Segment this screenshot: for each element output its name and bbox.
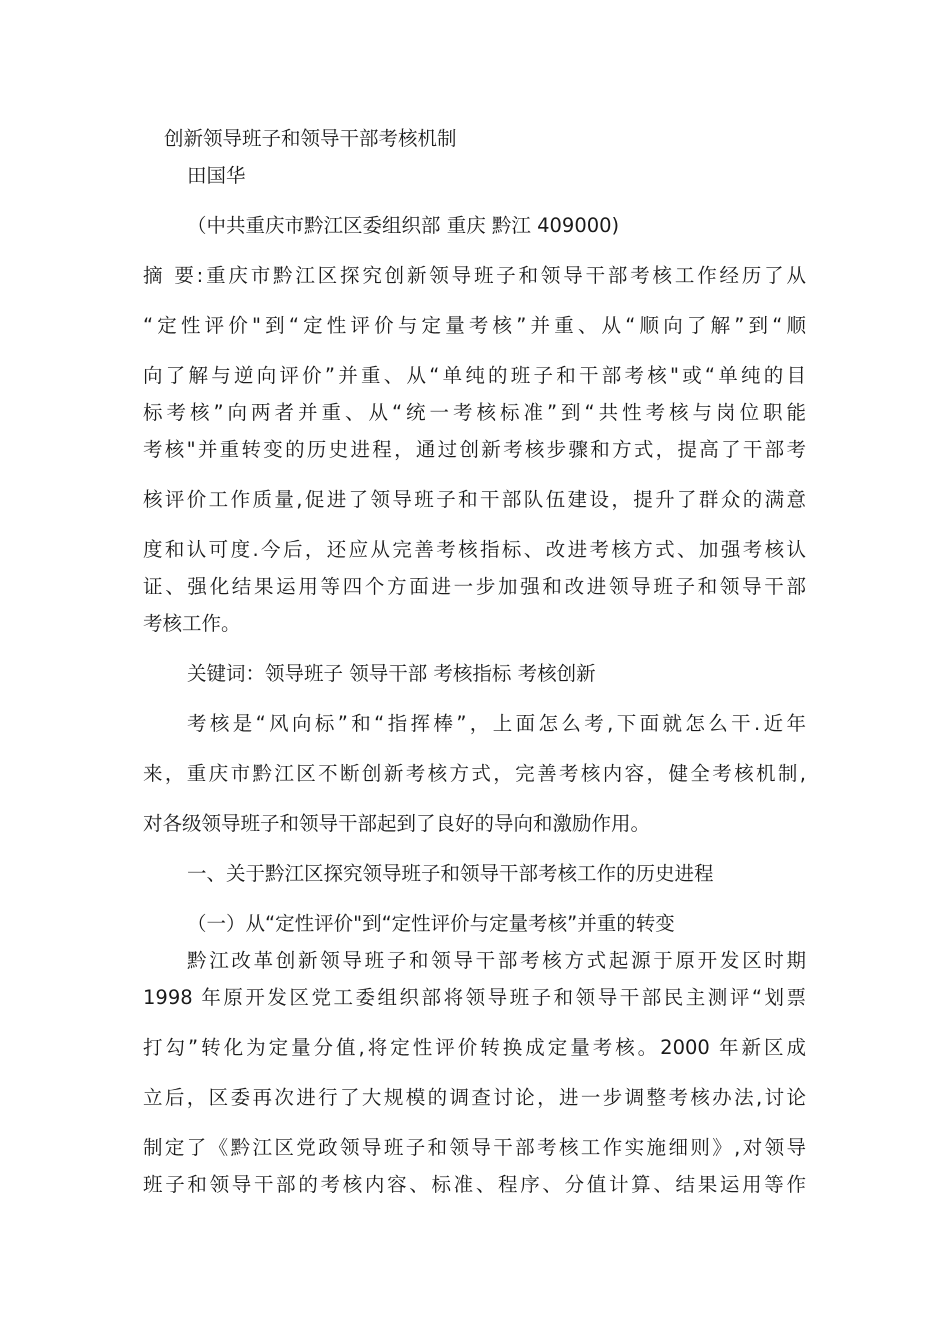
abstract-line: 度和认可度.今后，还应从完善考核指标、改进考核方式、加强考核认 bbox=[143, 538, 806, 561]
subsection-heading: （一）从“定性评价"到“定性评价与定量考核”并重的转变 bbox=[187, 912, 675, 935]
body-line: 立后，区委再次进行了大规模的调查讨论，进一步调整考核办法,讨论 bbox=[143, 1086, 806, 1109]
body-line: 打勾”转化为定量分值,将定性评价转换成定量考核。2000 年新区成 bbox=[143, 1036, 806, 1059]
abstract-line: 证、强化结果运用等四个方面进一步加强和改进领导班子和领导干部 bbox=[143, 575, 806, 598]
abstract-line: 考核"并重转变的历史进程，通过创新考核步骤和方式，提高了干部考 bbox=[143, 438, 806, 461]
author-affiliation: （中共重庆市黔江区委组织部 重庆 黔江 409000) bbox=[187, 214, 620, 237]
intro-line: 考核是“风向标”和“指挥棒”，上面怎么考,下面就怎么干.近年 bbox=[187, 712, 806, 735]
abstract-line: 核评价工作质量,促进了领导班子和干部队伍建设，提升了群众的满意 bbox=[143, 488, 806, 511]
body-line: 制定了《黔江区党政领导班子和领导干部考核工作实施细则》,对领导 bbox=[143, 1136, 806, 1159]
intro-line: 对各级领导班子和领导干部起到了良好的导向和激励作用。 bbox=[143, 812, 651, 835]
abstract-line: 摘 要:重庆市黔江区探究创新领导班子和领导干部考核工作经历了从 bbox=[143, 264, 806, 287]
body-line: 1998 年原开发区党工委组织部将领导班子和领导干部民主测评“划票 bbox=[143, 986, 806, 1009]
keywords: 关键词：领导班子 领导干部 考核指标 考核创新 bbox=[187, 662, 596, 685]
abstract-line: 标考核”向两者并重、从“统一考核标准”到“共性考核与岗位职能 bbox=[143, 401, 806, 424]
author-name: 田国华 bbox=[187, 164, 246, 187]
body-line: 黔江改革创新领导班子和领导干部考核方式起源于原开发区时期 bbox=[187, 949, 806, 972]
abstract-line: 考核工作。 bbox=[143, 612, 241, 635]
section-heading: 一、关于黔江区探究领导班子和领导干部考核工作的历史进程 bbox=[187, 862, 714, 885]
document-title: 创新领导班子和领导干部考核机制 bbox=[164, 127, 457, 150]
abstract-line: 向了解与逆向评价”并重、从“单纯的班子和干部考核"或“单纯的目 bbox=[143, 364, 806, 387]
intro-line: 来，重庆市黔江区不断创新考核方式，完善考核内容，健全考核机制, bbox=[143, 762, 806, 785]
abstract-line: “定性评价"到“定性评价与定量考核”并重、从“顺向了解”到“顺 bbox=[143, 314, 806, 337]
body-line: 班子和领导干部的考核内容、标准、程序、分值计算、结果运用等作 bbox=[143, 1173, 806, 1196]
